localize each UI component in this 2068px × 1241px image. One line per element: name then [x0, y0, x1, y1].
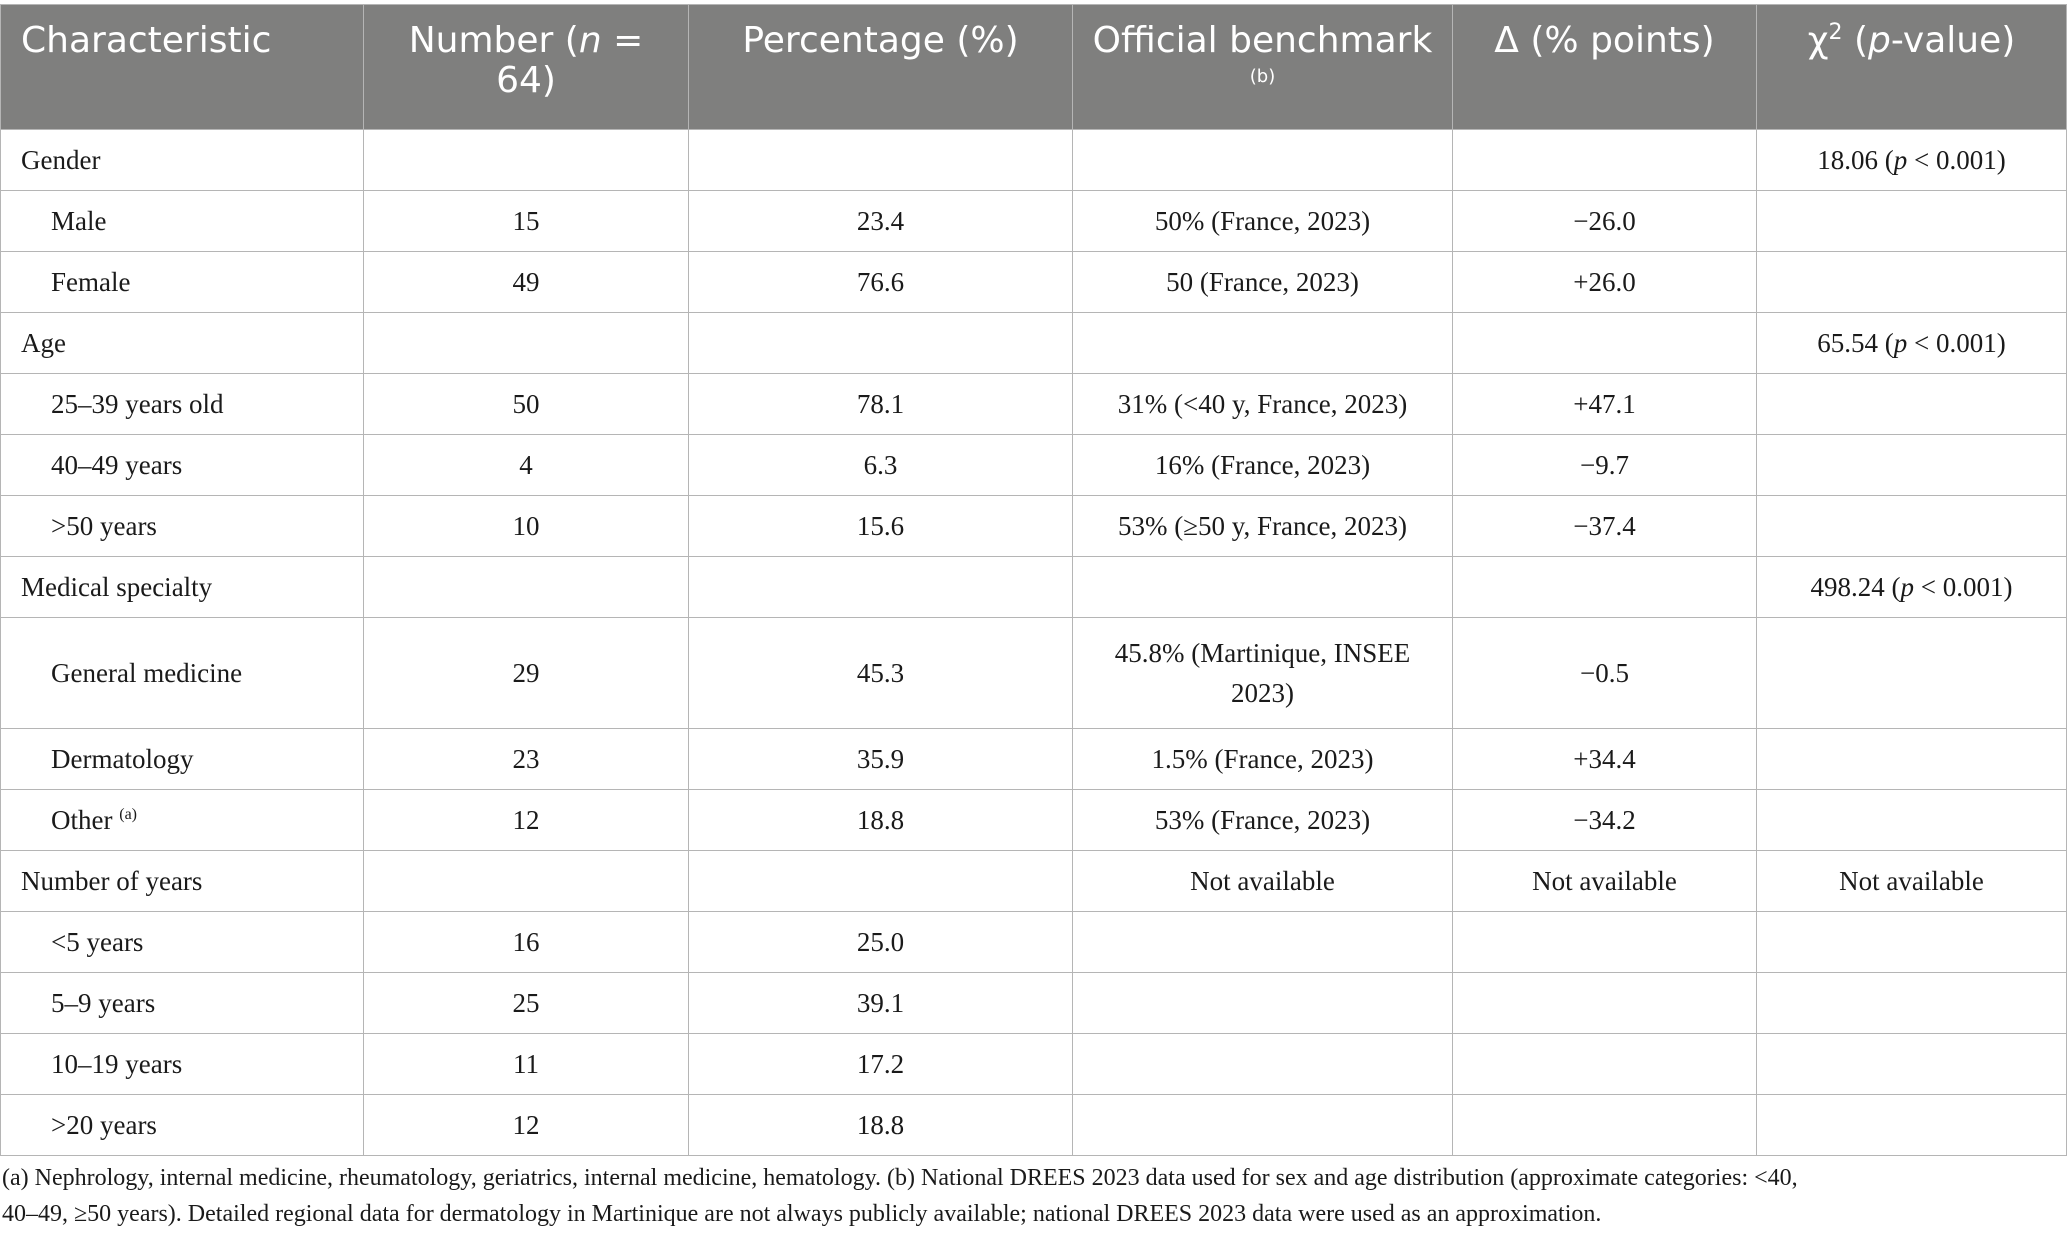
- cell-number: 49: [364, 252, 689, 313]
- cell-number: 12: [364, 790, 689, 851]
- cell-chi-square: [1757, 790, 2067, 851]
- cell-percentage: 18.8: [689, 790, 1073, 851]
- footnote-line-1: (a) Nephrology, internal medicine, rheumatology, geriatrics, internal medicine, hematology. (b) National DREES 2023 data used for sex and age distribution (approximate categories: <40,: [2, 1165, 1798, 1191]
- cell-percentage: 45.3: [689, 618, 1073, 729]
- row-label: Male: [1, 191, 364, 252]
- row-label: 5–9 years: [1, 973, 364, 1034]
- cell-delta: [1453, 1095, 1757, 1156]
- cell-chi-square: [1757, 435, 2067, 496]
- cell-benchmark: 16% (France, 2023): [1073, 435, 1453, 496]
- cell-chi-square: [1757, 374, 2067, 435]
- cell-chi-square: [1757, 252, 2067, 313]
- table-row-years-under-5: [1, 912, 2067, 973]
- table-row-dermatology: [1, 729, 2067, 790]
- cell-benchmark: 45.8% (Martinique, INSEE 2023): [1073, 618, 1453, 729]
- header-benchmark-note: (b): [1249, 65, 1276, 87]
- cell-number: 10: [364, 496, 689, 557]
- header-percentage: Percentage (%): [689, 5, 1073, 130]
- table-row-female: [1, 252, 2067, 313]
- cell-number: 25: [364, 973, 689, 1034]
- cell-percentage: 76.6: [689, 252, 1073, 313]
- row-label: Gender: [1, 130, 364, 191]
- table-row-other-specialty: [1, 790, 2067, 851]
- cell-delta: −34.2: [1453, 790, 1757, 851]
- cell-chi-square: Not available: [1757, 851, 2067, 912]
- cell-benchmark: 1.5% (France, 2023): [1073, 729, 1453, 790]
- cell-percentage: 78.1: [689, 374, 1073, 435]
- cell-benchmark: [1073, 973, 1453, 1034]
- cell-benchmark: [1073, 130, 1453, 191]
- cell-number: 4: [364, 435, 689, 496]
- table-row-medical-specialty: [1, 557, 2067, 618]
- table-row-number-of-years: [1, 851, 2067, 912]
- row-label: 10–19 years: [1, 1034, 364, 1095]
- cell-delta: [1453, 130, 1757, 191]
- cell-number: 23: [364, 729, 689, 790]
- cell-number: 11: [364, 1034, 689, 1095]
- table-row-years-over-20: [1, 1095, 2067, 1156]
- cell-number: 12: [364, 1095, 689, 1156]
- table-row-years-5-9: [1, 973, 2067, 1034]
- cell-percentage: [689, 130, 1073, 191]
- cell-percentage: [689, 313, 1073, 374]
- cell-number: 50: [364, 374, 689, 435]
- cell-benchmark: 50% (France, 2023): [1073, 191, 1453, 252]
- cell-chi-square: [1757, 1095, 2067, 1156]
- cell-benchmark: [1073, 557, 1453, 618]
- cell-chi-square: [1757, 496, 2067, 557]
- table-row-age: [1, 313, 2067, 374]
- cell-benchmark: [1073, 912, 1453, 973]
- cell-percentage: 35.9: [689, 729, 1073, 790]
- row-label: >20 years: [1, 1095, 364, 1156]
- cell-delta: [1453, 1034, 1757, 1095]
- cell-number: 15: [364, 191, 689, 252]
- row-label: Number of years: [1, 851, 364, 912]
- footnote-line-2: 40–49, ≥50 years). Detailed regional data for dermatology in Martinique are not always publicly available; national DREES 2023 data were used as an approximation.: [2, 1201, 1602, 1227]
- cell-delta: [1453, 557, 1757, 618]
- cell-percentage: 25.0: [689, 912, 1073, 973]
- table-container: [0, 4, 2066, 1156]
- row-label: General medicine: [1, 618, 364, 729]
- header-number: Number (n = 64): [364, 5, 689, 130]
- cell-delta: [1453, 912, 1757, 973]
- cell-chi-square: [1757, 973, 2067, 1034]
- cell-percentage: 39.1: [689, 973, 1073, 1034]
- table-row-years-10-19: [1, 1034, 2067, 1095]
- cell-number: 16: [364, 912, 689, 973]
- header-row: [1, 5, 2067, 130]
- cell-delta: [1453, 973, 1757, 1034]
- row-label: Medical specialty: [1, 557, 364, 618]
- cell-number: 29: [364, 618, 689, 729]
- cell-chi-square: [1757, 1034, 2067, 1095]
- header-chi-square: $\chi^2$ (p-value): [1757, 5, 2067, 130]
- cell-delta: +26.0: [1453, 252, 1757, 313]
- cell-delta: [1453, 313, 1757, 374]
- cell-chi-square: 65.54 (p < 0.001): [1757, 313, 2067, 374]
- cell-chi-square: [1757, 729, 2067, 790]
- cell-benchmark: 53% (France, 2023): [1073, 790, 1453, 851]
- row-label: 25–39 years old: [1, 374, 364, 435]
- cell-chi-square: [1757, 618, 2067, 729]
- cell-delta: −37.4: [1453, 496, 1757, 557]
- row-label: <5 years: [1, 912, 364, 973]
- row-label: 40–49 years: [1, 435, 364, 496]
- table-row-age-25-39: [1, 374, 2067, 435]
- cell-percentage: 23.4: [689, 191, 1073, 252]
- cell-benchmark: 53% (≥50 y, France, 2023): [1073, 496, 1453, 557]
- cell-percentage: 15.6: [689, 496, 1073, 557]
- cell-percentage: 17.2: [689, 1034, 1073, 1095]
- cell-delta: −0.5: [1453, 618, 1757, 729]
- table-row-age-50-plus: [1, 496, 2067, 557]
- header-delta: Δ (% points): [1453, 5, 1757, 130]
- cell-percentage: 18.8: [689, 1095, 1073, 1156]
- cell-benchmark: [1073, 313, 1453, 374]
- cell-number: [364, 313, 689, 374]
- cell-benchmark: [1073, 1095, 1453, 1156]
- cell-benchmark: 31% (<40 y, France, 2023): [1073, 374, 1453, 435]
- row-label: Other $^{(a)}$: [1, 790, 364, 851]
- cell-benchmark: [1073, 1034, 1453, 1095]
- cell-chi-square: [1757, 912, 2067, 973]
- cell-delta: +34.4: [1453, 729, 1757, 790]
- cell-delta: Not available: [1453, 851, 1757, 912]
- cell-number: [364, 557, 689, 618]
- cell-number: [364, 851, 689, 912]
- cell-benchmark: 50 (France, 2023): [1073, 252, 1453, 313]
- header-benchmark: Official benchmark (b): [1073, 5, 1453, 130]
- table-row-gender: [1, 130, 2067, 191]
- cell-number: [364, 130, 689, 191]
- table-row-age-40-49: [1, 435, 2067, 496]
- table-footnote: [2, 1160, 2052, 1232]
- header-characteristic: Characteristic: [1, 5, 364, 130]
- row-label: Dermatology: [1, 729, 364, 790]
- characteristics-table: [0, 4, 2067, 1156]
- cell-chi-square: 498.24 (p < 0.001): [1757, 557, 2067, 618]
- footnote-ref-a: (a): [119, 805, 137, 823]
- cell-chi-square: [1757, 191, 2067, 252]
- row-label: Age: [1, 313, 364, 374]
- table-row-general-medicine: [1, 618, 2067, 729]
- cell-percentage: 6.3: [689, 435, 1073, 496]
- table-row-male: [1, 191, 2067, 252]
- cell-delta: +47.1: [1453, 374, 1757, 435]
- cell-chi-square: 18.06 (p < 0.001): [1757, 130, 2067, 191]
- cell-delta: −9.7: [1453, 435, 1757, 496]
- row-label: >50 years: [1, 496, 364, 557]
- cell-delta: −26.0: [1453, 191, 1757, 252]
- row-label: Female: [1, 252, 364, 313]
- cell-benchmark: Not available: [1073, 851, 1453, 912]
- cell-percentage: [689, 851, 1073, 912]
- cell-percentage: [689, 557, 1073, 618]
